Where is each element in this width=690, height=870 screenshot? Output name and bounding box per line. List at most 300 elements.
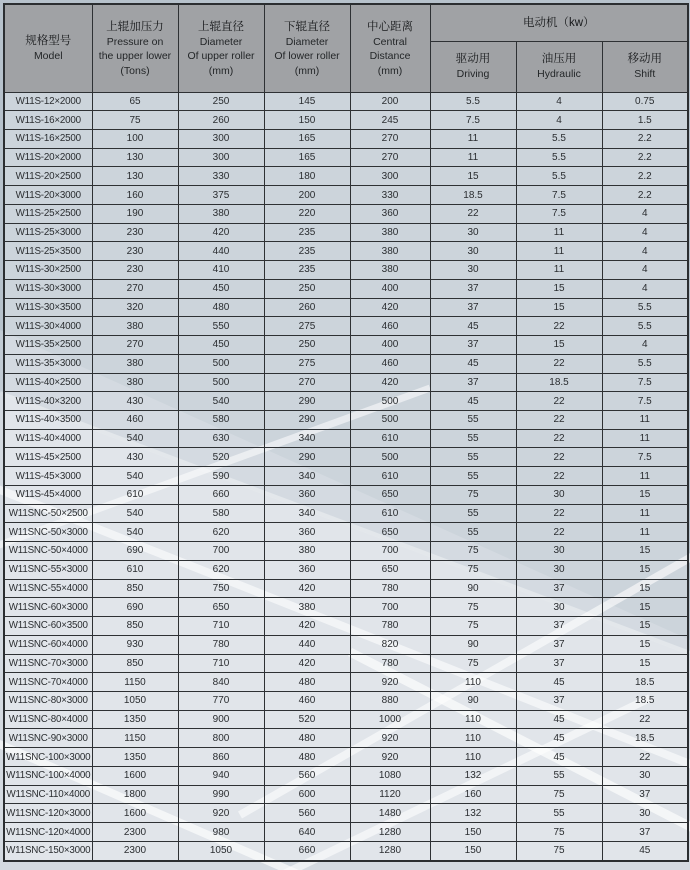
value-cell: 375 <box>178 186 264 205</box>
value-cell: 2.2 <box>602 129 688 148</box>
value-cell: 420 <box>264 617 350 636</box>
value-cell: 230 <box>92 223 178 242</box>
table-row <box>4 785 688 804</box>
value-cell: 150 <box>264 111 350 130</box>
model-cell: W11S-45×3000 <box>4 467 92 486</box>
model-cell: W11S-30×3000 <box>4 279 92 298</box>
model-cell: W11SNC-50×3000 <box>4 523 92 542</box>
col-header-shift <box>602 41 688 92</box>
value-cell: 440 <box>178 242 264 261</box>
col-header-upper-roller-en2: Of upper roller <box>187 50 255 62</box>
col-header-central-zh: 中心距离 <box>367 20 413 33</box>
value-cell: 650 <box>350 523 430 542</box>
table-row <box>4 410 688 429</box>
value-cell: 650 <box>178 598 264 617</box>
value-cell: 75 <box>516 823 602 842</box>
value-cell: 37 <box>602 785 688 804</box>
value-cell: 75 <box>430 560 516 579</box>
model-cell: W11S-35×2500 <box>4 336 92 355</box>
table-row <box>4 673 688 692</box>
col-header-driving-en: Driving <box>456 68 490 81</box>
value-cell: 5.5 <box>430 92 516 111</box>
value-cell: 780 <box>178 635 264 654</box>
value-cell: 560 <box>264 766 350 785</box>
value-cell: 1480 <box>350 804 430 823</box>
table-row <box>4 186 688 205</box>
model-cell: W11SNC-55×3000 <box>4 560 92 579</box>
value-cell: 930 <box>92 635 178 654</box>
value-cell: 420 <box>264 654 350 673</box>
col-header-driving-zh: 驱动用 <box>455 53 491 66</box>
value-cell: 7.5 <box>602 392 688 411</box>
value-cell: 5.5 <box>602 317 688 336</box>
value-cell: 37 <box>430 279 516 298</box>
value-cell: 450 <box>178 336 264 355</box>
value-cell: 230 <box>92 242 178 261</box>
value-cell: 990 <box>178 785 264 804</box>
col-header-motor-group <box>430 4 688 41</box>
value-cell: 360 <box>264 523 350 542</box>
value-cell: 15 <box>602 654 688 673</box>
value-cell: 380 <box>92 354 178 373</box>
value-cell: 780 <box>350 617 430 636</box>
value-cell: 380 <box>178 204 264 223</box>
col-header-model-zh: 规格型号 <box>25 35 72 47</box>
value-cell: 1000 <box>350 710 430 729</box>
col-header-lower-roller-zh: 下辊直径 <box>284 20 330 33</box>
value-cell: 850 <box>92 617 178 636</box>
value-cell: 0.75 <box>602 92 688 111</box>
value-cell: 55 <box>430 429 516 448</box>
value-cell: 450 <box>178 279 264 298</box>
value-cell: 15 <box>602 598 688 617</box>
value-cell: 290 <box>264 410 350 429</box>
value-cell: 270 <box>350 148 430 167</box>
value-cell: 270 <box>350 129 430 148</box>
col-header-upper-roller-en1: Diameter <box>199 35 243 48</box>
value-cell: 37 <box>516 579 602 598</box>
value-cell: 200 <box>264 186 350 205</box>
value-cell: 275 <box>264 354 350 373</box>
value-cell: 4 <box>602 242 688 261</box>
value-cell: 610 <box>350 429 430 448</box>
value-cell: 540 <box>92 429 178 448</box>
col-header-hydraulic <box>516 41 602 92</box>
value-cell: 540 <box>92 523 178 542</box>
value-cell: 1120 <box>350 785 430 804</box>
value-cell: 560 <box>264 804 350 823</box>
value-cell: 110 <box>430 673 516 692</box>
model-cell: W11SNC-60×3000 <box>4 598 92 617</box>
model-cell: W11SNC-110×4000 <box>4 785 92 804</box>
value-cell: 1800 <box>92 785 178 804</box>
value-cell: 55 <box>430 523 516 542</box>
value-cell: 880 <box>350 692 430 711</box>
value-cell: 660 <box>264 841 350 861</box>
model-cell: W11S-40×2500 <box>4 373 92 392</box>
value-cell: 780 <box>350 579 430 598</box>
col-header-upper-roller <box>178 4 264 92</box>
model-cell: W11S-20×2000 <box>4 148 92 167</box>
value-cell: 650 <box>350 485 430 504</box>
value-cell: 920 <box>350 673 430 692</box>
value-cell: 610 <box>92 560 178 579</box>
model-cell: W11SNC-100×4000 <box>4 766 92 785</box>
table-row <box>4 748 688 767</box>
value-cell: 750 <box>178 579 264 598</box>
value-cell: 610 <box>350 467 430 486</box>
value-cell: 30 <box>602 766 688 785</box>
value-cell: 770 <box>178 692 264 711</box>
value-cell: 260 <box>264 298 350 317</box>
value-cell: 11 <box>516 223 602 242</box>
value-cell: 160 <box>92 186 178 205</box>
value-cell: 920 <box>350 748 430 767</box>
table-row <box>4 92 688 111</box>
table-row <box>4 298 688 317</box>
table-row <box>4 467 688 486</box>
col-header-central-distance <box>350 4 430 92</box>
model-cell: W11S-35×3000 <box>4 354 92 373</box>
table-row <box>4 766 688 785</box>
value-cell: 610 <box>350 504 430 523</box>
table-row <box>4 111 688 130</box>
value-cell: 132 <box>430 804 516 823</box>
table-row <box>4 373 688 392</box>
col-header-hydraulic-zh: 油压用 <box>541 53 577 66</box>
value-cell: 620 <box>178 560 264 579</box>
model-cell: W11SNC-70×3000 <box>4 654 92 673</box>
value-cell: 460 <box>350 317 430 336</box>
col-header-central-en2: Distance <box>369 50 411 62</box>
value-cell: 700 <box>350 598 430 617</box>
value-cell: 5.5 <box>516 167 602 186</box>
value-cell: 710 <box>178 654 264 673</box>
col-header-driving <box>430 41 516 92</box>
value-cell: 160 <box>430 785 516 804</box>
value-cell: 165 <box>264 148 350 167</box>
value-cell: 250 <box>264 336 350 355</box>
table-row <box>4 617 688 636</box>
value-cell: 340 <box>264 504 350 523</box>
value-cell: 800 <box>178 729 264 748</box>
value-cell: 7.5 <box>516 186 602 205</box>
value-cell: 220 <box>264 204 350 223</box>
value-cell: 55 <box>430 504 516 523</box>
value-cell: 11 <box>602 429 688 448</box>
value-cell: 920 <box>178 804 264 823</box>
value-cell: 55 <box>430 448 516 467</box>
table-row <box>4 841 688 861</box>
value-cell: 300 <box>178 148 264 167</box>
value-cell: 75 <box>516 841 602 861</box>
value-cell: 380 <box>264 598 350 617</box>
value-cell: 190 <box>92 204 178 223</box>
value-cell: 22 <box>516 523 602 542</box>
value-cell: 540 <box>92 467 178 486</box>
value-cell: 37 <box>430 336 516 355</box>
value-cell: 75 <box>430 542 516 561</box>
col-header-lower-roller-en2: Of lower roller <box>274 50 340 62</box>
value-cell: 45 <box>430 354 516 373</box>
value-cell: 1050 <box>178 841 264 861</box>
value-cell: 45 <box>516 710 602 729</box>
value-cell: 30 <box>430 261 516 280</box>
value-cell: 900 <box>178 710 264 729</box>
spec-table <box>3 3 689 862</box>
value-cell: 45 <box>516 673 602 692</box>
value-cell: 700 <box>178 542 264 561</box>
value-cell: 30 <box>430 223 516 242</box>
table-row <box>4 804 688 823</box>
value-cell: 4 <box>516 92 602 111</box>
value-cell: 860 <box>178 748 264 767</box>
value-cell: 75 <box>430 598 516 617</box>
value-cell: 15 <box>602 617 688 636</box>
value-cell: 580 <box>178 410 264 429</box>
col-header-lower-roller-en1: Diameter <box>285 35 329 48</box>
value-cell: 45 <box>430 392 516 411</box>
value-cell: 55 <box>430 467 516 486</box>
table-row <box>4 204 688 223</box>
value-cell: 90 <box>430 579 516 598</box>
table-row <box>4 242 688 261</box>
table-row <box>4 392 688 411</box>
value-cell: 1150 <box>92 673 178 692</box>
value-cell: 7.5 <box>430 111 516 130</box>
value-cell: 110 <box>430 710 516 729</box>
col-header-pressure-unit: (Tons) <box>120 64 150 77</box>
value-cell: 90 <box>430 692 516 711</box>
value-cell: 30 <box>516 542 602 561</box>
value-cell: 132 <box>430 766 516 785</box>
value-cell: 200 <box>350 92 430 111</box>
value-cell: 45 <box>602 841 688 861</box>
value-cell: 130 <box>92 167 178 186</box>
value-cell: 22 <box>516 317 602 336</box>
value-cell: 540 <box>178 392 264 411</box>
value-cell: 5.5 <box>602 298 688 317</box>
value-cell: 1600 <box>92 766 178 785</box>
value-cell: 15 <box>430 167 516 186</box>
value-cell: 700 <box>350 542 430 561</box>
value-cell: 460 <box>92 410 178 429</box>
value-cell: 100 <box>92 129 178 148</box>
table-row <box>4 560 688 579</box>
value-cell: 22 <box>602 748 688 767</box>
model-cell: W11S-16×2000 <box>4 111 92 130</box>
value-cell: 18.5 <box>602 692 688 711</box>
value-cell: 11 <box>516 261 602 280</box>
value-cell: 1050 <box>92 692 178 711</box>
model-cell: W11S-30×2500 <box>4 261 92 280</box>
model-cell: W11SNC-55×4000 <box>4 579 92 598</box>
value-cell: 400 <box>350 279 430 298</box>
value-cell: 290 <box>264 448 350 467</box>
value-cell: 15 <box>602 635 688 654</box>
value-cell: 1080 <box>350 766 430 785</box>
col-header-central-unit: (mm) <box>377 64 403 77</box>
model-cell: W11S-40×3200 <box>4 392 92 411</box>
value-cell: 840 <box>178 673 264 692</box>
value-cell: 590 <box>178 467 264 486</box>
value-cell: 460 <box>264 692 350 711</box>
model-cell: W11SNC-70×4000 <box>4 673 92 692</box>
value-cell: 11 <box>430 148 516 167</box>
value-cell: 630 <box>178 429 264 448</box>
value-cell: 22 <box>516 410 602 429</box>
table-row <box>4 261 688 280</box>
value-cell: 1280 <box>350 841 430 861</box>
table-row <box>4 598 688 617</box>
table-row <box>4 523 688 542</box>
value-cell: 2.2 <box>602 167 688 186</box>
table-row <box>4 729 688 748</box>
value-cell: 75 <box>430 654 516 673</box>
value-cell: 4 <box>602 261 688 280</box>
table-row <box>4 635 688 654</box>
value-cell: 460 <box>350 354 430 373</box>
value-cell: 15 <box>602 542 688 561</box>
table-row <box>4 429 688 448</box>
value-cell: 480 <box>178 298 264 317</box>
value-cell: 75 <box>92 111 178 130</box>
spec-table-body <box>4 92 688 861</box>
value-cell: 1350 <box>92 748 178 767</box>
value-cell: 440 <box>264 635 350 654</box>
col-header-central-en1: Central <box>373 35 407 48</box>
col-header-upper-roller-unit: (mm) <box>208 64 234 77</box>
value-cell: 11 <box>602 410 688 429</box>
value-cell: 500 <box>178 373 264 392</box>
value-cell: 500 <box>178 354 264 373</box>
value-cell: 360 <box>264 560 350 579</box>
value-cell: 850 <box>92 579 178 598</box>
value-cell: 2300 <box>92 841 178 861</box>
value-cell: 580 <box>178 504 264 523</box>
value-cell: 30 <box>516 598 602 617</box>
value-cell: 380 <box>350 242 430 261</box>
value-cell: 45 <box>516 748 602 767</box>
model-cell: W11SNC-80×3000 <box>4 692 92 711</box>
value-cell: 4 <box>602 279 688 298</box>
value-cell: 920 <box>350 729 430 748</box>
value-cell: 850 <box>92 654 178 673</box>
value-cell: 110 <box>430 748 516 767</box>
col-header-lower-roller <box>264 4 350 92</box>
value-cell: 15 <box>516 336 602 355</box>
value-cell: 275 <box>264 317 350 336</box>
col-header-shift-en: Shift <box>634 68 656 81</box>
value-cell: 15 <box>516 279 602 298</box>
value-cell: 380 <box>350 223 430 242</box>
table-row <box>4 654 688 673</box>
model-cell: W11S-45×4000 <box>4 485 92 504</box>
value-cell: 420 <box>350 298 430 317</box>
value-cell: 75 <box>430 485 516 504</box>
value-cell: 5.5 <box>602 354 688 373</box>
value-cell: 22 <box>516 504 602 523</box>
value-cell: 37 <box>602 823 688 842</box>
value-cell: 15 <box>602 560 688 579</box>
model-cell: W11S-12×2000 <box>4 92 92 111</box>
value-cell: 380 <box>92 373 178 392</box>
value-cell: 1.5 <box>602 111 688 130</box>
value-cell: 430 <box>92 392 178 411</box>
value-cell: 480 <box>264 748 350 767</box>
value-cell: 330 <box>350 186 430 205</box>
value-cell: 235 <box>264 242 350 261</box>
col-header-model <box>4 4 92 92</box>
value-cell: 940 <box>178 766 264 785</box>
value-cell: 340 <box>264 429 350 448</box>
value-cell: 2.2 <box>602 186 688 205</box>
col-header-pressure-zh: 上辊加压力 <box>106 20 164 33</box>
value-cell: 30 <box>430 242 516 261</box>
value-cell: 550 <box>178 317 264 336</box>
value-cell: 30 <box>516 560 602 579</box>
value-cell: 7.5 <box>516 204 602 223</box>
value-cell: 37 <box>516 617 602 636</box>
value-cell: 650 <box>350 560 430 579</box>
value-cell: 400 <box>350 336 430 355</box>
value-cell: 30 <box>516 485 602 504</box>
model-cell: W11SNC-80×4000 <box>4 710 92 729</box>
value-cell: 4 <box>602 336 688 355</box>
value-cell: 300 <box>350 167 430 186</box>
model-cell: W11SNC-100×3000 <box>4 748 92 767</box>
value-cell: 37 <box>430 298 516 317</box>
value-cell: 45 <box>516 729 602 748</box>
col-header-lower-roller-unit: (mm) <box>294 64 320 77</box>
value-cell: 250 <box>264 279 350 298</box>
value-cell: 620 <box>178 523 264 542</box>
value-cell: 55 <box>430 410 516 429</box>
value-cell: 37 <box>516 654 602 673</box>
col-header-pressure-en1: Pressure on <box>106 35 164 48</box>
model-cell: W11S-20×2500 <box>4 167 92 186</box>
value-cell: 660 <box>178 485 264 504</box>
value-cell: 4 <box>602 223 688 242</box>
value-cell: 2300 <box>92 823 178 842</box>
value-cell: 1150 <box>92 729 178 748</box>
value-cell: 22 <box>602 710 688 729</box>
value-cell: 22 <box>516 467 602 486</box>
value-cell: 320 <box>92 298 178 317</box>
value-cell: 330 <box>178 167 264 186</box>
table-row <box>4 579 688 598</box>
value-cell: 11 <box>430 129 516 148</box>
table-row <box>4 223 688 242</box>
value-cell: 4 <box>516 111 602 130</box>
col-header-hydraulic-en: Hydraulic <box>537 68 581 81</box>
value-cell: 420 <box>264 579 350 598</box>
value-cell: 710 <box>178 617 264 636</box>
model-cell: W11S-40×4000 <box>4 429 92 448</box>
value-cell: 5.5 <box>516 148 602 167</box>
value-cell: 260 <box>178 111 264 130</box>
model-cell: W11S-25×2500 <box>4 204 92 223</box>
value-cell: 420 <box>350 373 430 392</box>
table-row <box>4 148 688 167</box>
value-cell: 640 <box>264 823 350 842</box>
table-row <box>4 317 688 336</box>
model-cell: W11SNC-50×2500 <box>4 504 92 523</box>
model-cell: W11SNC-50×4000 <box>4 542 92 561</box>
value-cell: 30 <box>602 804 688 823</box>
value-cell: 690 <box>92 542 178 561</box>
value-cell: 230 <box>92 261 178 280</box>
